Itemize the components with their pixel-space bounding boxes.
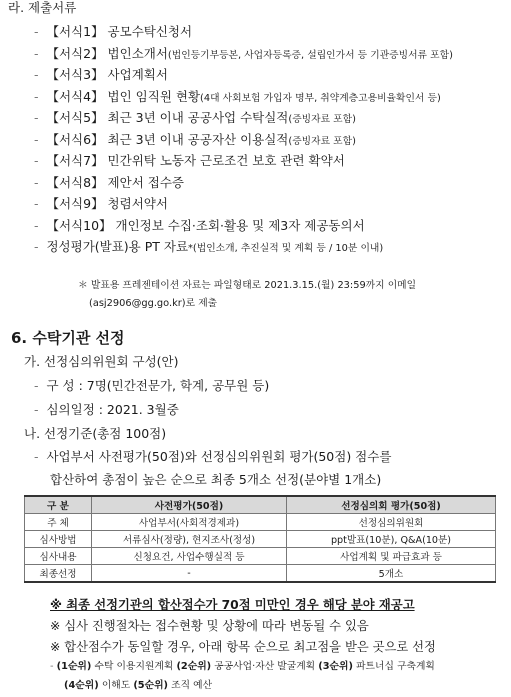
ga-item-composition: - 구 성 : 7명(민간전문가, 학계, 공무원 등) bbox=[34, 378, 270, 393]
dash-marker: - bbox=[34, 378, 39, 393]
document-item-title: 【서식5】 최근 3년 이내 공공사업 수탁실적 bbox=[46, 110, 289, 125]
dash-marker: - bbox=[34, 402, 39, 417]
document-item-title: 【서식7】 민간위탁 노동자 근로조건 보호 관련 확약서 bbox=[46, 153, 345, 168]
document-item-title: 정성평가(발표)용 PT 자료 bbox=[46, 239, 189, 254]
priority-rank: (4순위) bbox=[64, 680, 99, 691]
priority-rank: (1순위) bbox=[56, 661, 92, 672]
dash-marker: - bbox=[34, 110, 39, 125]
table-cell: 선정심의위원회 bbox=[287, 514, 496, 531]
na-item-line2: 합산하여 총점이 높은 순으로 최종 5개소 선정(분야별 1개소) bbox=[50, 472, 382, 487]
table-header-cell: 사전평가(50점) bbox=[92, 496, 287, 514]
document-item-title: 【서식6】 최근 3년 이내 공공자산 이용실적 bbox=[46, 131, 289, 147]
document-item bbox=[34, 132, 356, 150]
table-row bbox=[25, 531, 496, 548]
table-cell: 사업계획 및 파급효과 등 bbox=[287, 548, 496, 565]
priority-criterion: 조직 예산 bbox=[168, 680, 213, 691]
document-item-title: 【서식10】 개인정보 수집·조회·활용 및 제3자 제공동의서 bbox=[46, 217, 365, 233]
priority-line2 bbox=[64, 678, 212, 694]
pt-note-line1: ＊ 발표용 프레젠테이션 자료는 파일형태로 2021.3.15.(월) 23:59까지 이메일 bbox=[78, 280, 417, 291]
dash-marker: - bbox=[34, 88, 39, 104]
table-cell: 신청요건, 사업수행실적 등 bbox=[92, 548, 287, 565]
document-item-note: (증빙자료 포함) bbox=[288, 135, 356, 147]
section6-title: 6. 수탁기관 선정 bbox=[11, 329, 125, 347]
document-item bbox=[34, 110, 356, 128]
document-item bbox=[34, 239, 383, 257]
priority-criterion: 공공사업·자산 발굴계획 bbox=[211, 661, 319, 672]
table-cell: 5개소 bbox=[287, 565, 496, 583]
table-cell: ppt발표(10분), Q&A(10분) bbox=[287, 531, 496, 548]
document-item-title: 【서식4】 법인 임직원 현황 bbox=[46, 88, 201, 104]
priority-criterion: 수탁 이용지원계획 bbox=[91, 661, 177, 672]
ga-item-schedule: - 심의일정 : 2021. 3월중 bbox=[34, 402, 179, 417]
na-item-line1: - 사업부서 사전평가(50점)와 선정심의위원회 평가(50점) 점수를 bbox=[34, 449, 392, 464]
evaluation-table bbox=[24, 495, 496, 583]
document-item-title: 【서식3】 사업계획서 bbox=[46, 67, 168, 82]
dash-marker: - bbox=[34, 45, 39, 61]
dash-marker: - bbox=[34, 67, 39, 82]
document-item-note: *(법인소개, 추진실적 및 계획 등 / 10분 이내) bbox=[188, 243, 384, 254]
table-header-row bbox=[25, 496, 496, 514]
dash-marker: - bbox=[34, 217, 39, 233]
note-rebid: ※ 최종 선정기관의 합산점수가 70점 미만인 경우 해당 분야 재공고 bbox=[50, 598, 415, 612]
section-ra-heading: 라. 제출서류 bbox=[8, 0, 77, 15]
subsection-ga-heading: 가. 선정심의위원회 구성(안) bbox=[24, 354, 179, 369]
dash-marker: - bbox=[34, 239, 39, 254]
table-header-cell: 구 분 bbox=[25, 496, 92, 514]
priority-criterion: 이해도 bbox=[98, 680, 134, 691]
document-item bbox=[34, 24, 192, 42]
document-item-note: (4대 사회보험 가입자 명부, 취약계층고용비율확인서 등) bbox=[200, 92, 441, 104]
document-item-title: 【서식2】 법인소개서 bbox=[46, 45, 168, 61]
priority-criterion: 파트너십 구축계획 bbox=[352, 661, 435, 672]
table-cell: 심사방법 bbox=[25, 531, 92, 548]
table-cell: 주 체 bbox=[25, 514, 92, 531]
table-cell: 최종선정 bbox=[25, 565, 92, 583]
document-item-note: (법인등기부등본, 사업자등록증, 설립인가서 등 기관증빙서류 포함) bbox=[167, 49, 453, 61]
document-item bbox=[34, 196, 168, 214]
dash-marker: - bbox=[34, 174, 39, 190]
document-item bbox=[34, 89, 441, 107]
table-cell: 심사내용 bbox=[25, 548, 92, 565]
priority-rank: (3순위) bbox=[318, 661, 353, 672]
subsection-na-heading: 나. 선정기준(총점 100점) bbox=[24, 426, 167, 441]
table-cell: 서류심사(정량), 현지조사(정성) bbox=[92, 531, 287, 548]
dash-marker: - bbox=[34, 153, 39, 168]
document-item-note: (증빙자료 포함) bbox=[288, 114, 356, 125]
dash-marker: - bbox=[50, 661, 54, 672]
table-cell: - bbox=[92, 565, 287, 583]
table-row bbox=[25, 565, 496, 583]
pt-note-line2: (asj2906@gg.go.kr)로 제출 bbox=[89, 298, 218, 309]
document-item bbox=[34, 67, 168, 85]
note-procedure: ※ 심사 진행절차는 접수현황 및 상황에 따라 변동될 수 있음 bbox=[50, 619, 369, 633]
document-item-title: 【서식8】 제안서 접수증 bbox=[46, 174, 184, 190]
dash-marker: - bbox=[34, 449, 39, 464]
dash-marker: - bbox=[34, 24, 39, 39]
document-item bbox=[34, 175, 184, 193]
priority-line1 bbox=[50, 659, 435, 675]
document-item bbox=[34, 218, 365, 236]
table-header-cell: 선정심의회 평가(50점) bbox=[287, 496, 496, 514]
table-cell: 사업부서(사회적경제과) bbox=[92, 514, 287, 531]
dash-marker: - bbox=[34, 196, 39, 211]
dash-marker: - bbox=[34, 131, 39, 147]
table-row bbox=[25, 514, 496, 531]
note-tiebreak: ※ 합산점수가 동일할 경우, 아래 항목 순으로 최고점을 받은 곳으로 선정 bbox=[50, 640, 436, 654]
table-row bbox=[25, 548, 496, 565]
document-item-title: 【서식9】 청렴서약서 bbox=[46, 196, 168, 211]
document-item bbox=[34, 46, 453, 64]
priority-rank: (2순위) bbox=[176, 661, 212, 672]
document-item bbox=[34, 153, 345, 171]
priority-rank: (5순위) bbox=[133, 680, 169, 691]
document-item-title: 【서식1】 공모수탁신청서 bbox=[46, 24, 193, 39]
